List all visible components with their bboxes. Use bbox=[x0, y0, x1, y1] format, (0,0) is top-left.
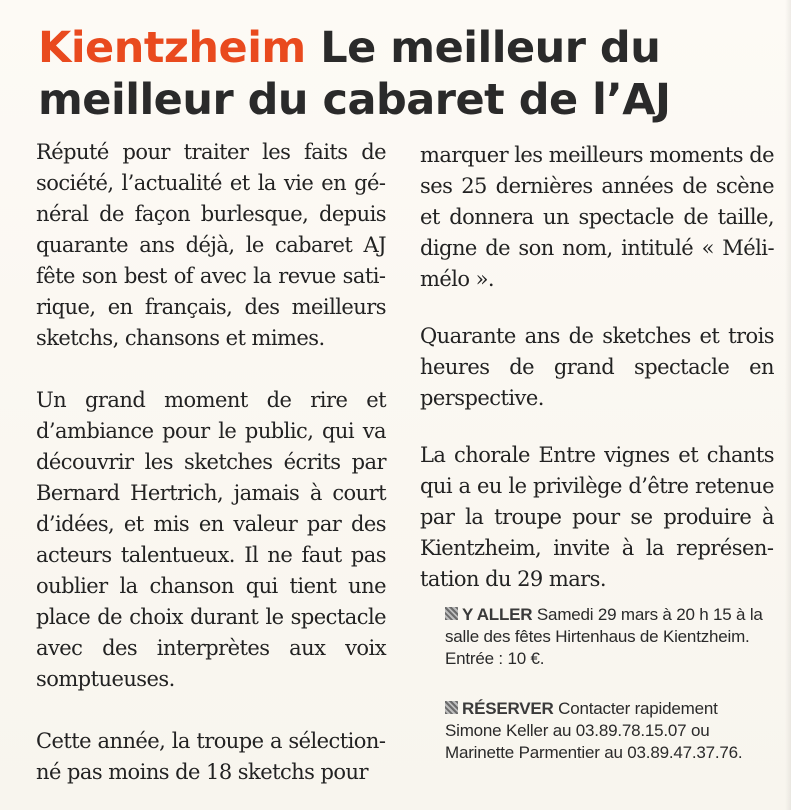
info-label-aller: Y ALLER bbox=[462, 605, 533, 624]
info-label-reserver: RÉSERVER bbox=[462, 699, 554, 718]
paragraph: Réputé pour traiter les faits de société, l’actualité et la vie en général de façon burlesque, depuis quarante ans déjà, le cabaret AJ fête son best of avec la revue satirique, en français, des meilleurs sketchs, chansons et mimes. bbox=[36, 140, 386, 350]
paragraph: Quarante ans de sketches et trois heures de grand spectacle en perspective. bbox=[420, 324, 774, 410]
info-block-aller bbox=[445, 604, 775, 670]
square-bullet-icon bbox=[445, 701, 458, 714]
info-block-reserver bbox=[445, 698, 775, 764]
paragraph: La chorale Entre vignes et chants qui a eu le privilège d’être retenue par la troupe pour se produire à Kientzheim, invite à la représentation du 29 mars. bbox=[420, 443, 774, 591]
paragraph: Cette année, la troupe a sélectionné pas moins de 18 sketchs pour bbox=[36, 729, 386, 784]
headline bbox=[38, 22, 758, 126]
paper-edge-shadow bbox=[785, 0, 791, 810]
square-bullet-icon bbox=[445, 607, 458, 620]
info-text-reserver: Contacter rapidement Simone Keller au 03.89.78.15.07 ou Marinette Parmentier au 03.89.47.37.76. bbox=[445, 699, 743, 762]
info-text-aller: Samedi 29 mars à 20 h 15 à la salle des fêtes Hirtenhaus de Kientzheim. Entrée : 10 €. bbox=[445, 605, 763, 668]
article-column-right bbox=[420, 140, 774, 595]
headline-place: Kientzheim bbox=[38, 23, 306, 73]
paragraph: Un grand moment de rire et d’ambiance pour le public, qui va découvrir les sketches écrits par Bernard Hertrich, jamais à court d’idées, et mis en valeur par des acteurs talentueux. Il ne faut pas oublier la chanson qui tient une place de choix durant le spectacle avec des interprètes aux voix somptueuses. bbox=[36, 388, 386, 691]
article-column-left bbox=[36, 137, 386, 788]
paragraph: marquer les meilleurs moments de ses 25 dernières années de scène et donnera un spectacle de taille, digne de son nom, intitulé « Méli-mélo ». bbox=[420, 143, 774, 291]
headline-title: Le meilleur du meilleur du cabaret de l’AJ bbox=[38, 23, 671, 125]
